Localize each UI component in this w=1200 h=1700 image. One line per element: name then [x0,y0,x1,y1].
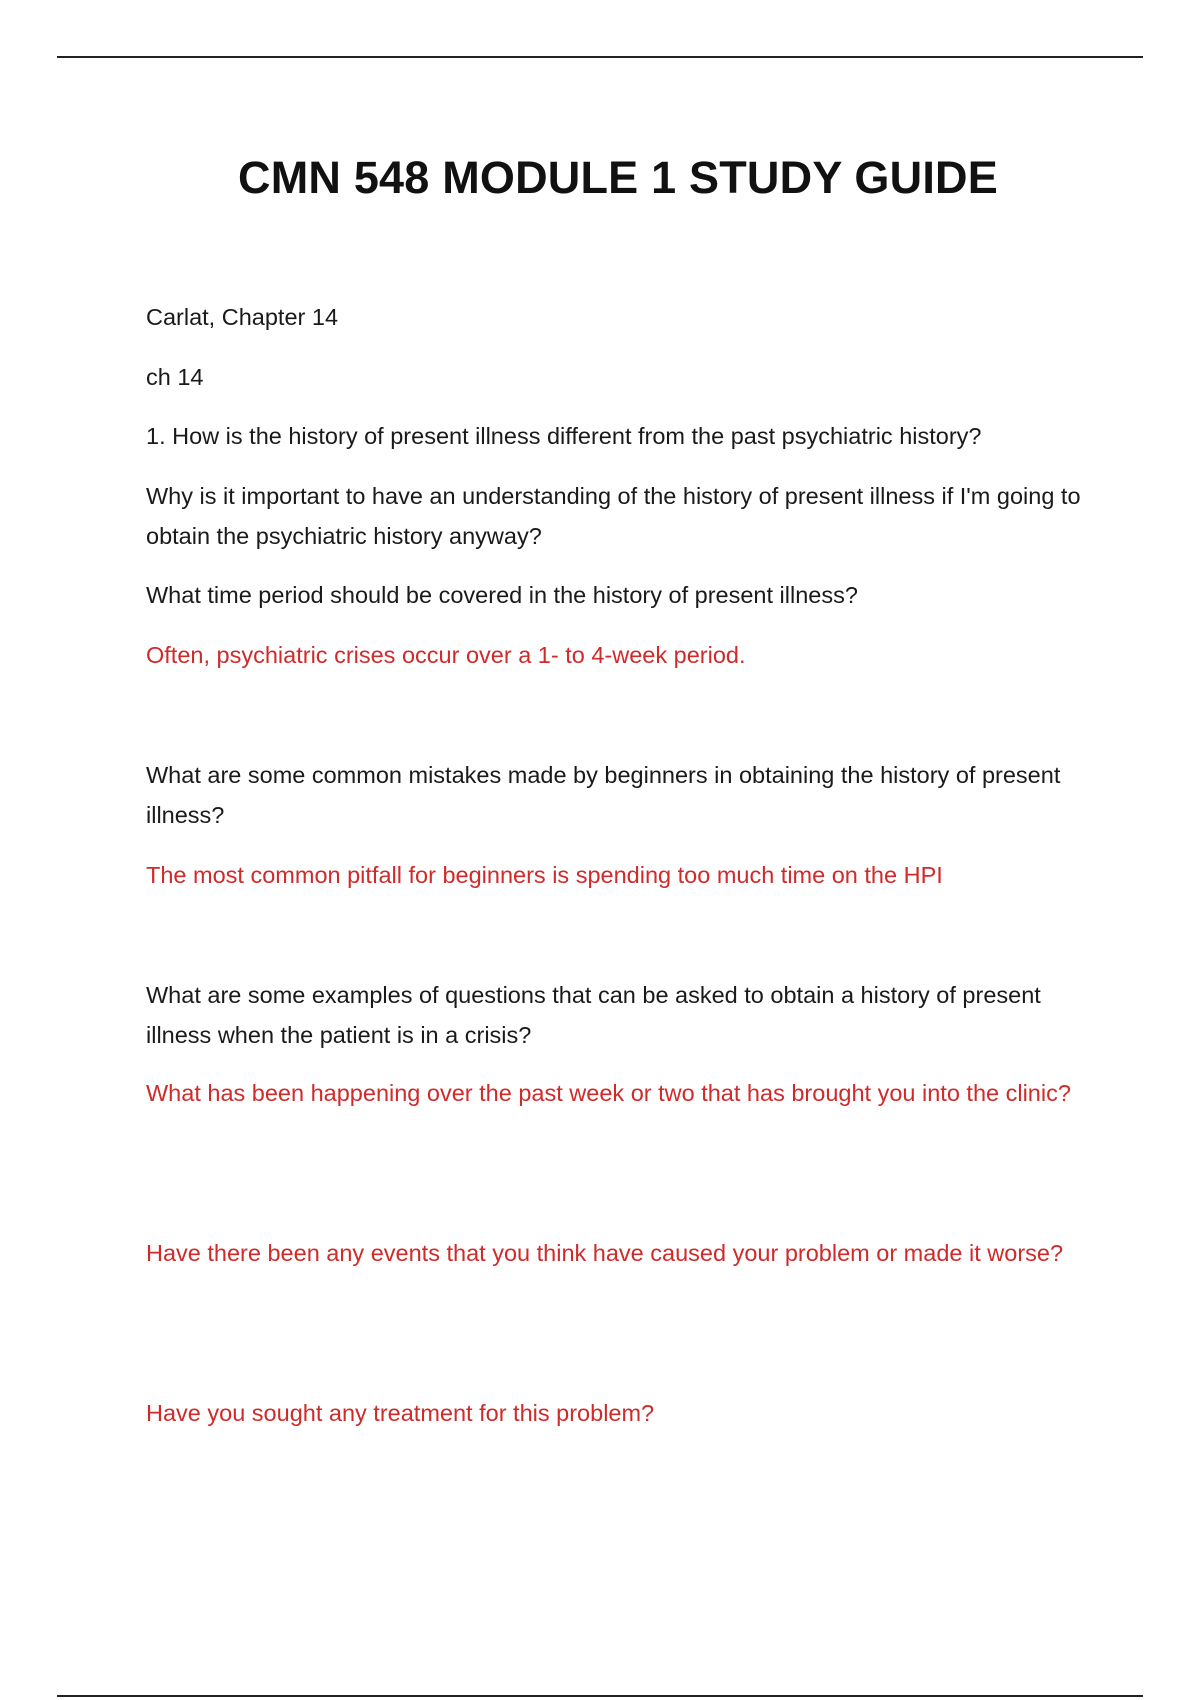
page-title: CMN 548 MODULE 1 STUDY GUIDE [238,152,998,203]
question-paragraph: Why is it important to have an understanding of the history of present illness if I'm going to obtain the psychiatric history anyway? [146,483,1081,549]
question-paragraph: 1. How is the history of present illness different from the past psychiatric history? [146,423,982,449]
question-paragraph: What time period should be covered in the history of present illness? [146,582,858,608]
question-paragraph: What are some common mistakes made by beginners in obtaining the history of present illness? [146,762,1061,828]
top-rule [57,56,1143,58]
answer-paragraph: Have there been any events that you think have caused your problem or made it worse? [146,1240,1064,1266]
chapter-label: ch 14 [146,364,204,390]
answer-paragraph: The most common pitfall for beginners is spending too much time on the HPI [146,862,943,888]
answer-paragraph: Often, psychiatric crises occur over a 1- to 4-week period. [146,642,746,668]
source-reference: Carlat, Chapter 14 [146,304,339,330]
bottom-rule [57,1695,1143,1697]
answer-paragraph: Have you sought any treatment for this problem? [146,1400,655,1426]
answer-paragraph: What has been happening over the past week or two that has brought you into the clinic? [146,1080,1071,1106]
question-paragraph: What are some examples of questions that can be asked to obtain a history of present illness when the patient is in a crisis? [146,982,1041,1048]
